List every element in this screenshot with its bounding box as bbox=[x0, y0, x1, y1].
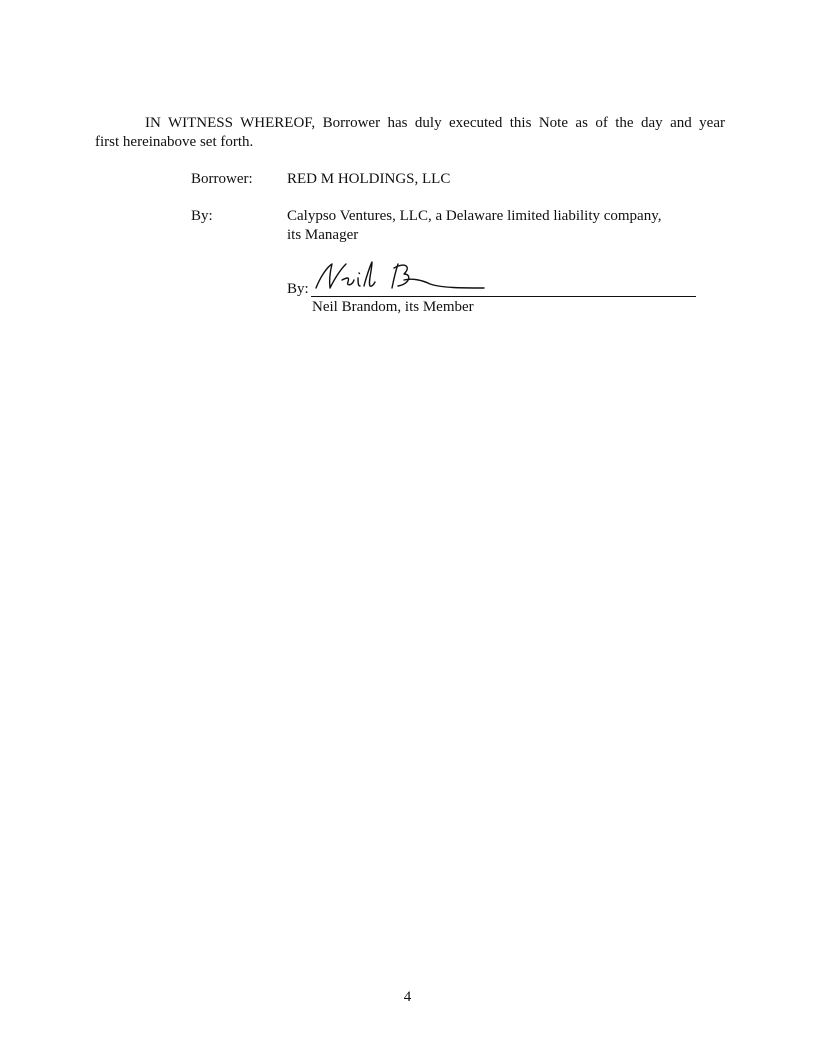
by-label: By: bbox=[191, 208, 213, 224]
borrower-name: RED M HOLDINGS, LLC bbox=[287, 171, 451, 187]
witness-paragraph bbox=[95, 114, 725, 152]
signature-by-label: By: bbox=[287, 281, 309, 297]
borrower-label: Borrower: bbox=[191, 171, 253, 187]
witness-line-1: IN WITNESS WHEREOF, Borrower has duly executed this Note as of the day and year bbox=[145, 115, 725, 131]
signatory-name: Neil Brandom, its Member bbox=[312, 299, 474, 315]
handwritten-signature bbox=[312, 258, 487, 298]
page-number: 4 bbox=[403, 989, 412, 1005]
witness-line-2: first hereinabove set forth. bbox=[95, 134, 254, 150]
signature-line bbox=[311, 296, 696, 297]
manager-line-1: Calypso Ventures, LLC, a Delaware limited liability company, bbox=[287, 208, 662, 224]
manager-line-2: its Manager bbox=[287, 227, 359, 243]
